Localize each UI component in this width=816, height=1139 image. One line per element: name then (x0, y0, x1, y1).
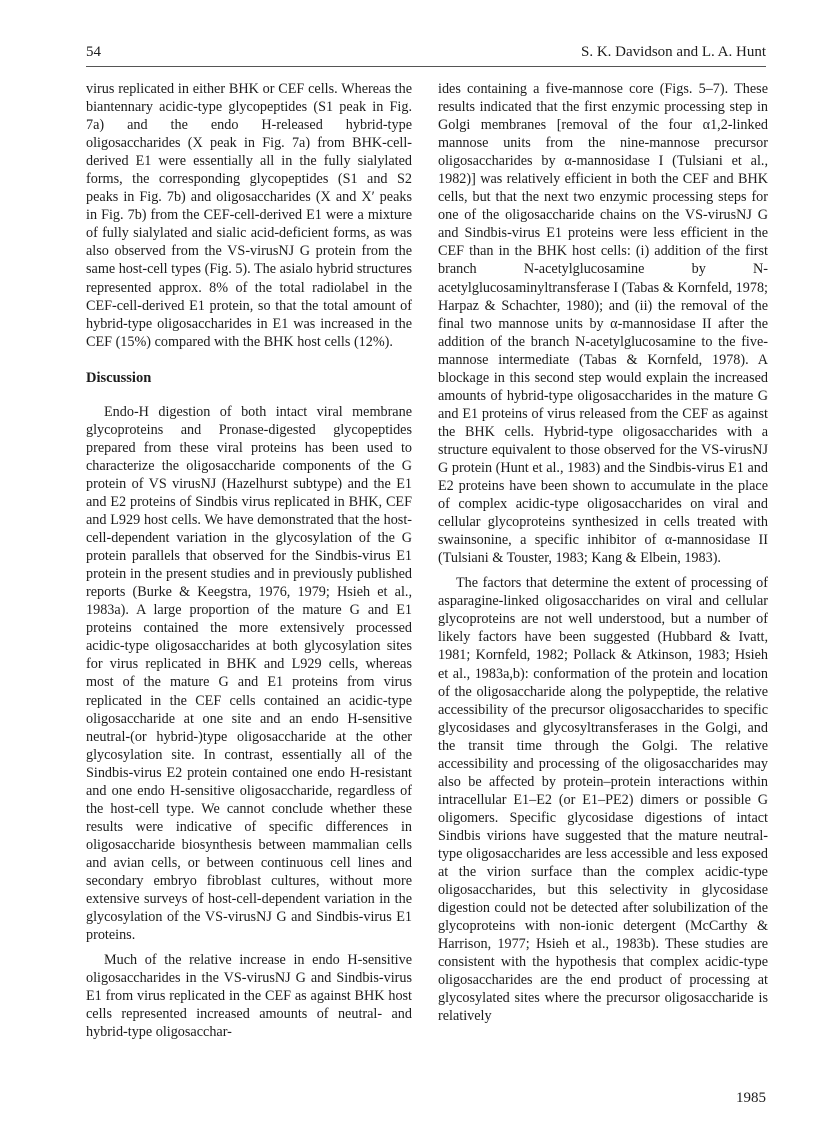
left-paragraph-3: Much of the relative increase in endo H-sensitive oligosaccharides in the VS-virusNJ G and Sindbis-virus E1 from virus replicated in the CEF as against BHK host cells represented increased amounts of neutral- and hybrid-type oligosacchar- (86, 952, 412, 1041)
running-head: S. K. Davidson and L. A. Hunt (581, 44, 766, 60)
right-paragraph-1: ides containing a five-mannose core (Figs. 5–7). These results indicated that the first enzymic processing step in Golgi membranes [removal of the four α1,2-linked mannose units from the nine-mannose precursor oligosaccharides by α-mannosidase I (Tulsiani et al., 1982)] was relatively efficient in both the CEF and BHK cells, but that the next two enzymic processing steps for one of the oligosaccharide chains on the VS-virusNJ G and Sindbis-virus E1 proteins were less efficient in the CEF than in the BHK host cells: (i) addition of the first branch N-acetylglucosamine by N-acetylglucosaminyltransferase I (Tabas & Kornfeld, 1978; Harpaz & Schachter, 1980); and (ii) the removal of the final two mannose units by α-mannosidase II after the addition of the branch N-acetylglucosamine to the five-mannose intermediate (Tabas & Kornfeld, 1978). A blockage in this second step would explain the increased amounts of hybrid-type oligosaccharides in the mature G and E1 proteins of virus released from the CEF as against the BHK cells. Hybrid-type oligosaccharides with a structure equivalent to those observed for the VS-virusNJ G protein (Hunt et al., 1983) and the Sindbis-virus E1 and E2 proteins have been shown to accumulate in the place of complex acidic-type oligosaccharides on viral and cellular glycoproteins synthesized in cells treated with swainsonine, a specific inhibitor of α-mannosidase II (Tulsiani & Touster, 1983; Kang & Elbein, 1983). (438, 81, 768, 567)
right-column (438, 80, 768, 1025)
left-column (86, 80, 412, 1041)
page-number: 54 (86, 44, 101, 60)
right-paragraph-2: The factors that determine the extent of processing of asparagine-linked oligosaccharides on viral and cellular glycoproteins are not well understood, but a number of likely factors have been suggested (Hubbard & Ivatt, 1981; Kornfeld, 1982; Pollack & Atkinson, 1983; Hsieh et al., 1983a,b): conformation of the protein and location of the oligosaccharide along the polypeptide, the relative accessibility of the precursor oligosaccharides to specific glycosidases and glycosyltransferases in the Golgi, and the transit time through the Golgi. The relative accessibility and processing of the oligosaccharides may also be affected by protein–protein interactions within intracellular E1–E2 (or E1–PE2) dimers or possible G oligomers. Specific glycosidase digestions of intact Sindbis virions have suggested that the mature neutral-type oligosaccharides are less accessible and less exposed at the virion surface than the complex acidic-type oligosaccharides, but this selectivity in glycosidase digestion could not be detected after solubilization of the glycoproteins with non-ionic detergent (McCarthy & Harrison, 1977; Hsieh et al., 1983b). These studies are consistent with the hypothesis that complex acidic-type oligosaccharides are the end product of processing at glycosylated sites where the precursor oligosaccharide is relatively (438, 575, 768, 1025)
section-heading-discussion: Discussion (86, 369, 152, 386)
left-paragraph-2: Endo-H digestion of both intact viral membrane glycoproteins and Pronase-digested glycopeptides prepared from these viral proteins has been used to characterize the oligosaccharide components of the G protein of VS virusNJ (Hazelhurst subtype) and the E1 and E2 proteins of Sindbis virus replicated in BHK, CEF and L929 host cells. We have demonstrated that the host-cell-dependent variation in the glycosylation of the G protein parallels that observed for the Sindbis-virus E1 protein in the present studies and in previously published reports (Burke & Keegstra, 1976, 1979; Hsieh et al., 1983a). A large proportion of the mature G and E1 proteins contained the more extensively processed acidic-type oligosaccharides at both glycosylation sites for virus replicated in BHK and L929 cells, whereas most of the mature G and E1 proteins from virus replicated in the CEF cells contained an acidic-type oligosaccharide at one site and an endo H-sensitive neutral-(or hybrid-)type oligosaccharide at the other glycosylation site. In contrast, essentially all of the Sindbis-virus E2 protein contained one endo H-resistant and one endo H-sensitive oligosaccharide, regardless of the host-cell type. We cannot conclude whether these results were indicative of specific differences in oligosaccharide biosynthesis between mammalian cells and avian cells, or between continuous cell lines and secondary embryo fibroblast cultures, without more extensive surveys of host-cell-dependent variation in the glycosylation of the VS-virusNJ G and Sindbis-virus E1 proteins. (86, 403, 412, 944)
header-rule (86, 66, 766, 67)
left-paragraph-1: virus replicated in either BHK or CEF cells. Whereas the biantennary acidic-type glycopeptides (S1 peak in Fig. 7a) and the endo H-released hybrid-type oligosaccharides (X peak in Fig. 7a) from BHK-cell-derived E1 were essentially all in the fully sialylated forms, the corresponding glycopeptides (S1 and S2 peaks in Fig. 7b) and oligosaccharides (X and X′ peaks in Fig. 7b) from the CEF-cell-derived E1 were a mixture of fully sialylated and sialic acid-deficient forms, as was also observed from the VS-virusNJ G protein from the same host-cell types (Fig. 5). The asialo hybrid structures represented approx. 8% of the total radiolabel in the CEF-cell-derived E1 protein, so that the total amount of hybrid-type oligosaccharides in E1 was increased in the CEF (15%) compared with the BHK host cells (12%). (86, 81, 412, 350)
folio: 1985 (736, 1090, 766, 1106)
